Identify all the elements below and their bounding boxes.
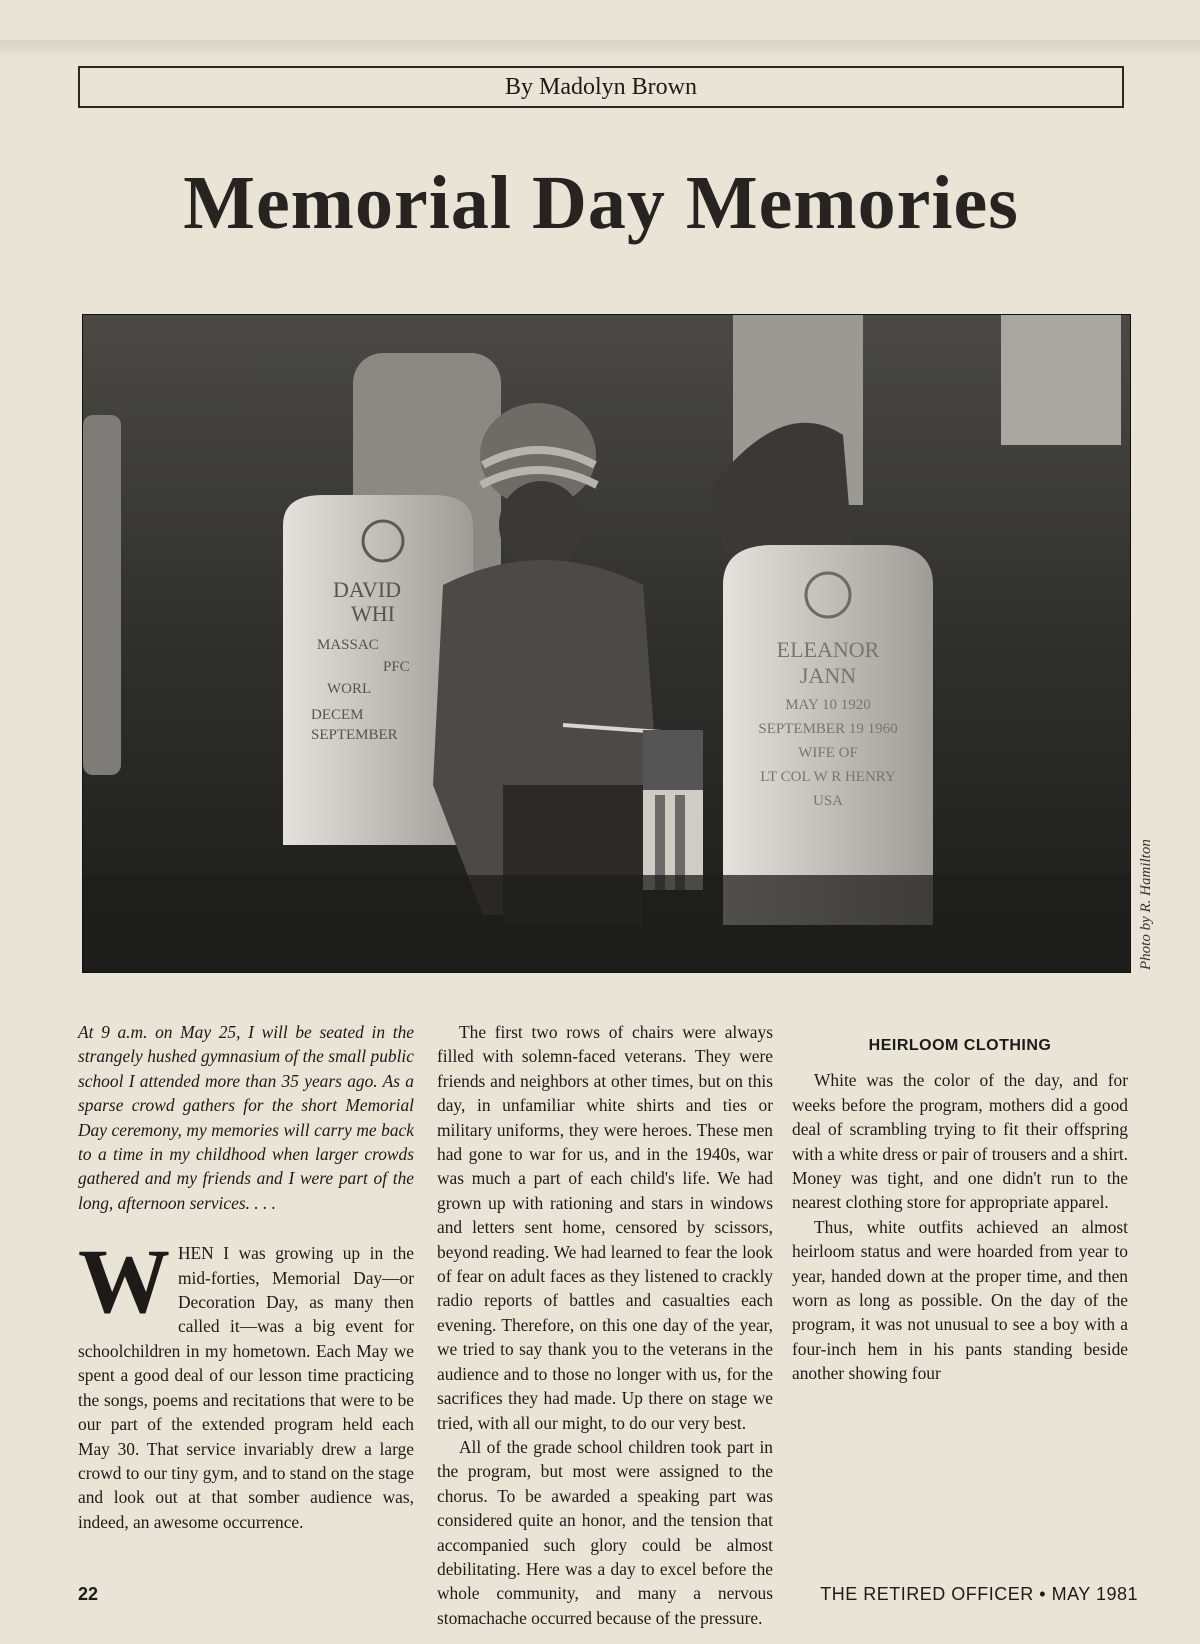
- headstone-right-line: LT COL W R HENRY: [760, 769, 896, 785]
- photo-illustration: [83, 315, 1130, 972]
- article-paragraph: The first two rows of chairs were always filled with solemn-faced veterans. They were friends and neighbors at other times, but on this day, in unfamiliar white shirts and ties or military uniforms, they were heroes. These men had gone to war for us, and in the 1940s, war was much a part of each child's life. We had grown up with rationing and stars in windows and letters sent home, censored by scissors, beyond reading. We had learned to fear the look of fear on adult faces as they listened to crackly radio reports of battles and casualties each evening. Therefore, on this one day of the year, we tried to say thank you to the veterans in the audience and to those no longer with us, for the sacrifices they had made. Up there on stage we tried, with all our might, to do our very best.: [437, 1022, 773, 1433]
- headstone-right-line: JANN: [799, 663, 857, 688]
- headstone-right-line: SEPTEMBER 19 1960: [758, 721, 898, 737]
- background-headstone: [1001, 315, 1121, 445]
- headstone-left-line: SEPTEMBER: [311, 727, 398, 743]
- headstone-right-line: ELEANOR: [776, 637, 880, 662]
- headstone-left-line: WORL: [327, 681, 372, 697]
- article-paragraph: White was the color of the day, and for weeks before the program, mothers did a good deal of scrambling trying to fit their offspring with a white dress or pair of trousers and a shirt. Money was tight, and one didn't run to the nearest clothing store for appropriate apparel.: [792, 1070, 1128, 1213]
- headstone-left-line: DAVID: [333, 577, 402, 602]
- article-column-1: [78, 1020, 414, 1534]
- headstone-left-line: MASSAC: [317, 637, 379, 653]
- drop-cap: W: [78, 1230, 170, 1333]
- publication-footer: THE RETIRED OFFICER • MAY 1981: [820, 1584, 1138, 1604]
- byline: By Madolyn Brown: [505, 73, 697, 100]
- headstone-right: [723, 545, 933, 925]
- headstone-left-line: DECEM: [311, 707, 364, 723]
- headstone-right-line: WIFE OF: [798, 745, 858, 761]
- photo-credit: Photo by R. Hamilton: [1138, 839, 1154, 970]
- article-column-2: [437, 1020, 773, 1630]
- top-rule: [0, 40, 1200, 58]
- headstone-left-line: PFC: [383, 659, 410, 675]
- headstone-right-line: MAY 10 1920: [785, 697, 871, 713]
- grass: [83, 875, 1130, 972]
- article-column-3: [792, 1020, 1128, 1386]
- article-paragraph: [78, 1230, 414, 1534]
- article-intro: At 9 a.m. on May 25, I will be seated in the strangely hushed gymnasium of the small public school I attended more than 35 years ago. As a sparse crowd gathers for the short Memorial Day ceremony, my memories will carry me back to a time in my childhood when larger crowds gathered and my friends and I were part of the long, afternoon services. . . .: [78, 1022, 414, 1213]
- page-title: Memorial Day Memories: [183, 161, 1019, 245]
- background-headstone: [83, 415, 121, 775]
- headstone-left-line: WHI: [351, 601, 395, 626]
- byline-box: [78, 66, 1124, 108]
- article-paragraph: All of the grade school children took part in the program, but most were assigned to the chorus. To be awarded a speaking part was considered quite an honor, and the tension that accompanied such glory could be almost debilitating. Here was a day to excel before the whole community, and many a nervous stomachache occurred because of the pressure.: [437, 1436, 773, 1628]
- headstone-right-line: USA: [812, 793, 844, 809]
- page-number: 22: [78, 1584, 99, 1604]
- section-subhead: HEIRLOOM CLOTHING: [868, 1037, 1052, 1054]
- article-paragraph-text: HEN I was growing up in the mid-forties, Memorial Day—or Decoration Day, as many then called it—was a big event for schoolchildren in my hometown. Each May we spent a good deal of our lesson time practicing the songs, poems and recitations that were to be our part of the extended program held each May 30. That service invariably drew a large crowd to our tiny gym, and to stand on the stage and look out at that somber audience was, indeed, an awesome occurrence.: [78, 1243, 414, 1532]
- article-paragraph: Thus, white outfits achieved an almost heirloom status and were hoarded from year to year, handed down at the proper time, and then worn as long as possible. On the day of the program, it was not unusual to see a boy with a four-inch hem in his pants standing beside another showing four: [792, 1216, 1128, 1384]
- cemetery-photo: [82, 314, 1131, 973]
